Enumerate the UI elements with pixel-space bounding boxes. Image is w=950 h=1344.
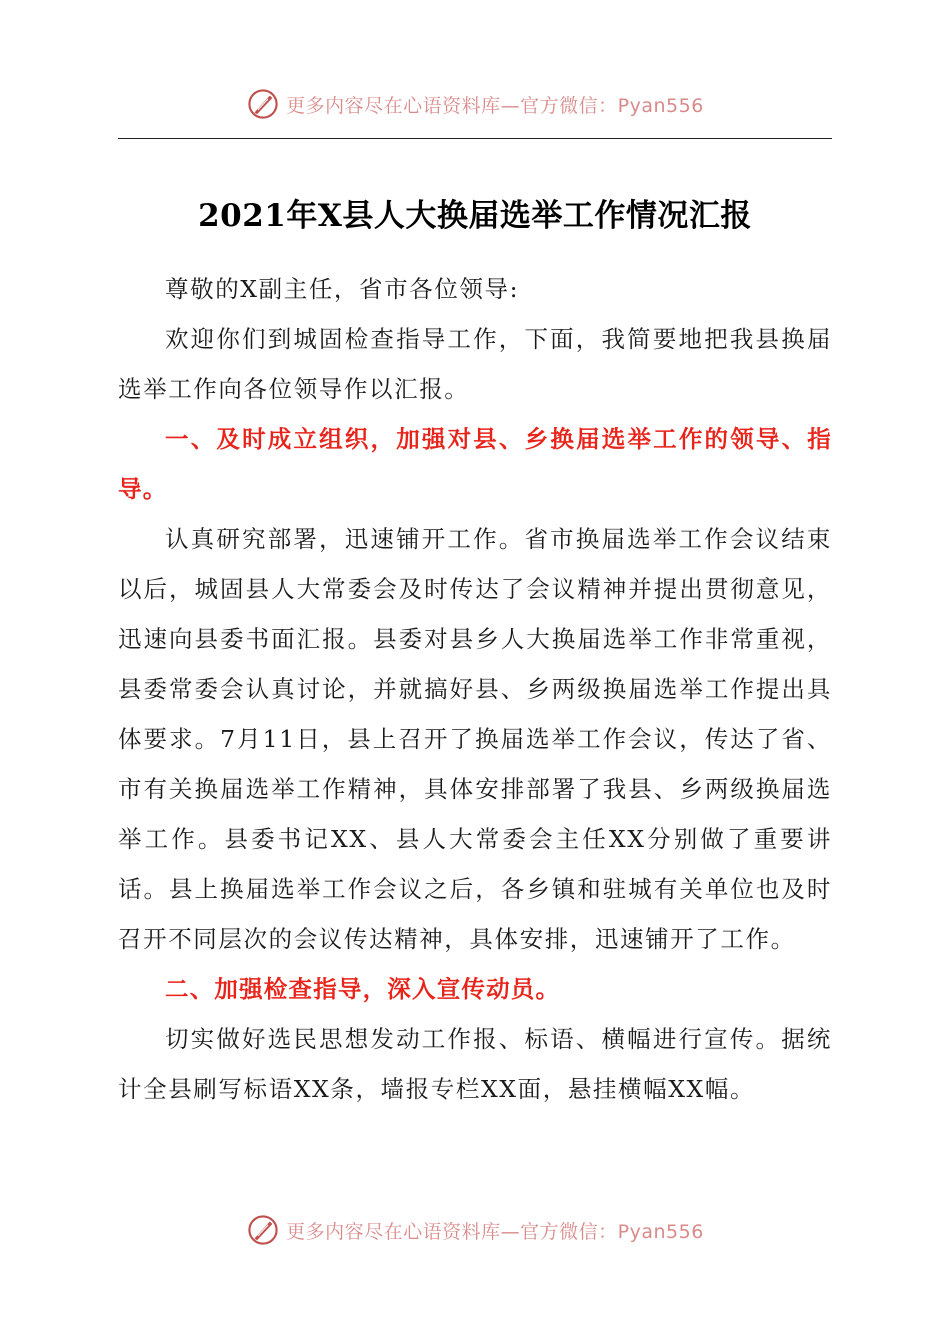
- header-divider: [118, 138, 832, 139]
- salutation: 尊敬的X副主任，省市各位领导:: [165, 275, 520, 303]
- document-title: 2021年X县人大换届选举工作情况汇报: [198, 198, 752, 234]
- document-body: [118, 264, 832, 1114]
- section-1-heading: 一、及时成立组织，加强对县、乡换届选举工作的领导、指导。: [118, 425, 832, 503]
- intro-paragraph: 欢迎你们到城固检查指导工作，下面，我简要地把我县换届选举工作向各位领导作以汇报。: [118, 325, 832, 403]
- quill-circle-icon: [246, 87, 280, 121]
- section-2-paragraph: 切实做好选民思想发动工作报、标语、横幅进行宣传。据统计全县刷写标语XX条，墙报专栏XX面，悬挂横幅XX幅。: [118, 1025, 832, 1103]
- header-watermark: [0, 84, 950, 124]
- footer-watermark: [0, 1210, 950, 1250]
- section-1-paragraph: 认真研究部署，迅速铺开工作。省市换届选举工作会议结束以后，城固县人大常委会及时传达了会议精神并提出贯彻意见，迅速向县委书面汇报。县委对县乡人大换届选举工作非常重视，县委常委会认真讨论，并就搞好县、乡两级换届选举工作提出具体要求。7月11日，县上召开了换届选举工作会议，传达了省、市有关换届选举工作精神，具体安排部署了我县、乡两级换届选举工作。县委书记XX、县人大常委会主任XX分别做了重要讲话。县上换届选举工作会议之后，各乡镇和驻城有关单位也及时召开不同层次的会议传达精神，具体安排，迅速铺开了工作。: [118, 525, 832, 953]
- quill-circle-icon: [246, 1213, 280, 1247]
- watermark-text: 更多内容尽在心语资料库—官方微信：Pyan556: [286, 94, 704, 117]
- section-2-heading: 二、加强检查指导，深入宣传动员。: [165, 975, 561, 1003]
- watermark-text: 更多内容尽在心语资料库—官方微信：Pyan556: [286, 1220, 704, 1243]
